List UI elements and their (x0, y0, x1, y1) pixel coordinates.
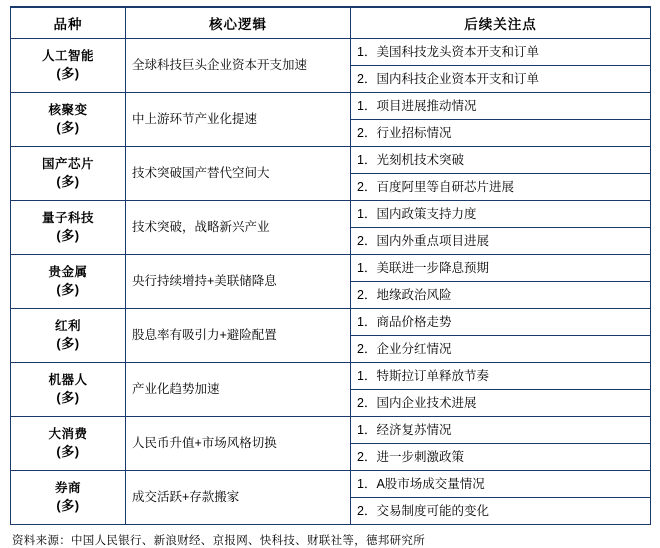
cell-focus-point: 2．进一步刺激政策 (351, 444, 651, 471)
column-header-category: 品种 (11, 7, 126, 39)
category-position: (多) (56, 336, 80, 352)
cell-focus-point: 2．地缘政治风险 (351, 282, 651, 309)
category-position: (多) (56, 66, 80, 82)
cell-category (11, 255, 126, 309)
cell-focus-point: 1．项目进展推动情况 (351, 93, 651, 120)
category-name: 红利 (54, 319, 81, 334)
column-header-focus-points: 后续关注点 (351, 7, 651, 39)
cell-category (11, 39, 126, 93)
table-row (11, 363, 651, 390)
category-name: 券商 (54, 481, 81, 496)
cell-focus-point: 1．美联进一步降息预期 (351, 255, 651, 282)
cell-focus-point: 1．商品价格走势 (351, 309, 651, 336)
cell-focus-point: 2．行业招标情况 (351, 120, 651, 147)
cell-category (11, 363, 126, 417)
cell-focus-point: 2．百度阿里等自研芯片进展 (351, 174, 651, 201)
category-name: 贵金属 (48, 265, 88, 280)
category-position: (多) (56, 174, 80, 190)
cell-focus-point: 2．交易制度可能的变化 (351, 498, 651, 525)
table-row (11, 93, 651, 120)
cell-focus-point: 1．美国科技龙头资本开支和订单 (351, 39, 651, 66)
table-row (11, 147, 651, 174)
category-name: 量子科技 (41, 211, 94, 226)
cell-core-logic: 成交活跃+存款搬家 (126, 471, 351, 525)
cell-category (11, 93, 126, 147)
category-name: 大消费 (48, 427, 88, 442)
category-position: (多) (56, 120, 80, 136)
cell-focus-point: 1．光刻机技术突破 (351, 147, 651, 174)
cell-core-logic: 技术突破，战略新兴产业 (126, 201, 351, 255)
cell-core-logic: 全球科技巨头企业资本开支加速 (126, 39, 351, 93)
table-row (11, 201, 651, 228)
cell-core-logic: 技术突破国产替代空间大 (126, 147, 351, 201)
table-header (11, 7, 651, 39)
cell-core-logic: 中上游环节产业化提速 (126, 93, 351, 147)
varieties-logic-table (10, 6, 651, 525)
cell-focus-point: 2．国内科技企业资本开支和订单 (351, 66, 651, 93)
table-row (11, 39, 651, 66)
category-position: (多) (56, 228, 80, 244)
cell-focus-point: 1．经济复苏情况 (351, 417, 651, 444)
cell-focus-point: 1．A股市场成交量情况 (351, 471, 651, 498)
cell-core-logic: 股息率有吸引力+避险配置 (126, 309, 351, 363)
table-header-row (11, 7, 651, 39)
cell-core-logic: 央行持续增持+美联储降息 (126, 255, 351, 309)
category-position: (多) (56, 390, 80, 406)
cell-category (11, 471, 126, 525)
category-position: (多) (56, 498, 80, 514)
table-row (11, 255, 651, 282)
category-name: 人工智能 (41, 49, 94, 64)
cell-category (11, 147, 126, 201)
column-header-core-logic: 核心逻辑 (126, 7, 351, 39)
category-name: 机器人 (48, 373, 88, 388)
table-row (11, 309, 651, 336)
cell-focus-point: 1．特斯拉订单释放节奏 (351, 363, 651, 390)
cell-core-logic: 产业化趋势加速 (126, 363, 351, 417)
category-position: (多) (56, 444, 80, 460)
cell-category (11, 201, 126, 255)
cell-focus-point: 1．国内政策支持力度 (351, 201, 651, 228)
source-note: 资料来源：中国人民银行、新浪财经、京报网、快科技、财联社等，德邦研究所 (12, 535, 425, 547)
table-row (11, 417, 651, 444)
cell-focus-point: 2．国内外重点项目进展 (351, 228, 651, 255)
cell-category (11, 309, 126, 363)
cell-category (11, 417, 126, 471)
table-row (11, 471, 651, 498)
cell-core-logic: 人民币升值+市场风格切换 (126, 417, 351, 471)
category-name: 核聚变 (48, 103, 88, 118)
category-name: 国产芯片 (41, 157, 94, 172)
table-body (11, 39, 651, 525)
category-position: (多) (56, 282, 80, 298)
cell-focus-point: 2．国内企业技术进展 (351, 390, 651, 417)
cell-focus-point: 2．企业分红情况 (351, 336, 651, 363)
